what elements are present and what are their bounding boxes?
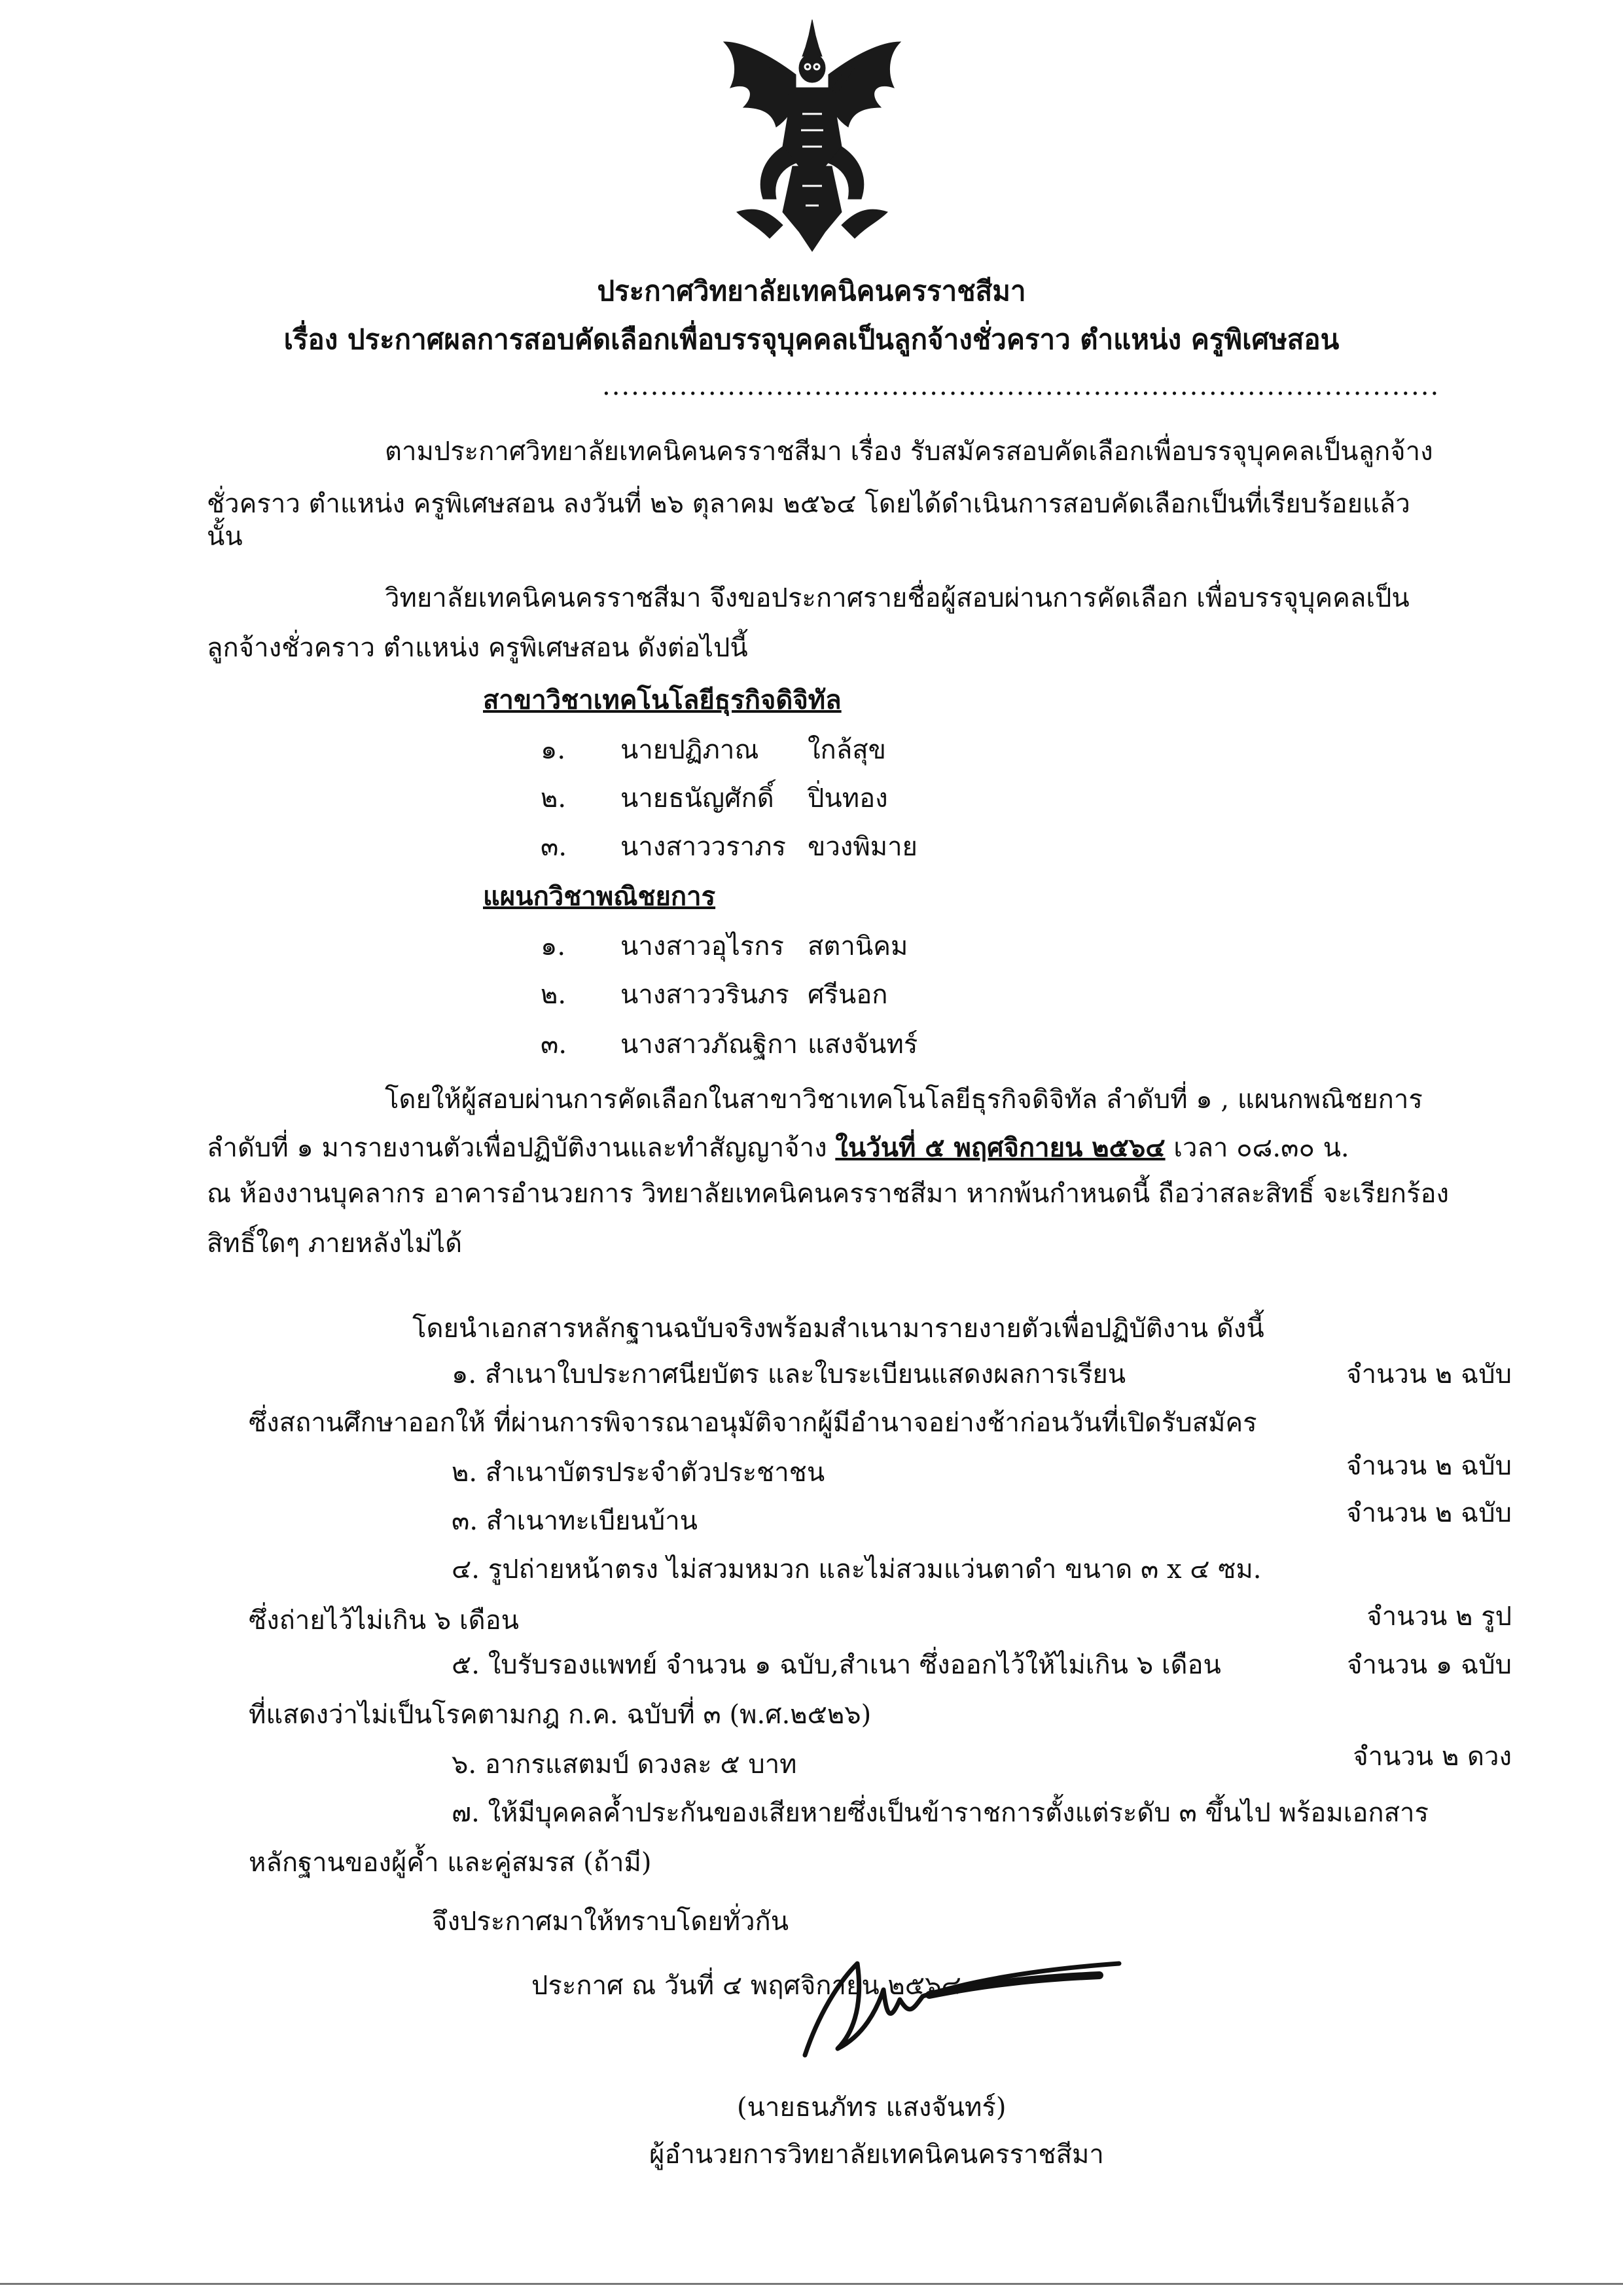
intro-line-1: ตามประกาศวิทยาลัยเทคนิคนครราชสีมา เรื่อง รับสมัครสอบคัดเลือกเพื่อบรรจุบุคคลเป็นลูกจ้าง xyxy=(385,437,1433,467)
list-item-first-name: นางสาวอุไรกร xyxy=(620,931,784,961)
separator-dots: ....................................................................................... xyxy=(602,371,1440,401)
document-item: ๔. รูปถ่ายหน้าตรง ไม่สวมหมวก และไม่สวมแว่นตาดำ ขนาด ๓ x ๔ ซม. xyxy=(452,1554,1262,1585)
document-item: ซึ่งถ่ายไว้ไม่เกิน ๖ เดือน xyxy=(249,1605,519,1636)
intro-line-5: ลูกจ้างชั่วคราว ตำแหน่ง ครูพิเศษสอน ดังต่อไปนี้ xyxy=(207,633,748,663)
list-item-first-name: นางสาววรินภร xyxy=(620,980,789,1010)
intro-line-4: วิทยาลัยเทคนิคนครราชสีมา จึงขอประกาศรายชื่อผู้สอบผ่านการคัดเลือก เพื่อบรรจุบุคคลเป็น xyxy=(385,583,1410,613)
document-quantity: จำนวน ๒ ฉบับ xyxy=(1346,1451,1512,1481)
document-item: ซึ่งสถานศึกษาออกให้ ที่ผ่านการพิจารณาอนุมัติจากผู้มีอำนาจอย่างช้าก่อนวันที่เปิดรับสมัคร xyxy=(249,1408,1257,1438)
document-item: ๗. ให้มีบุคคลค้ำประกันของเสียหายซึ่งเป็นข้าราชการตั้งแต่ระดับ ๓ ขึ้นไป พร้อมเอกสาร xyxy=(452,1798,1429,1828)
intro-line-2: ชั่วคราว ตำแหน่ง ครูพิเศษสอน ลงวันที่ ๒๖ ตุลาคม ๒๕๖๔ โดยได้ดำเนินการสอบคัดเลือกเป็นที่เรียบร้อยแล้ว xyxy=(207,489,1410,519)
report-line-2 xyxy=(207,1132,1349,1164)
document-subject: เรื่อง ประกาศผลการสอบคัดเลือกเพื่อบรรจุบุคคลเป็นลูกจ้างชั่วคราว ตำแหน่ง ครูพิเศษสอน xyxy=(283,323,1340,355)
report-line-2-post: เวลา ๐๘.๓๐ น. xyxy=(1165,1133,1349,1163)
signatory-name: (นายธนภัทร แสงจันทร์) xyxy=(737,2092,1007,2123)
list-item-number: ๓. xyxy=(541,832,567,862)
closing-announce: จึงประกาศมาให้ทราบโดยทั่วกัน xyxy=(432,1907,789,1937)
documents-intro: โดยนำเอกสารหลักฐานฉบับจริงพร้อมสำเนามารายงายตัวเพื่อปฏิบัติงาน ดังนี้ xyxy=(412,1314,1264,1344)
list-item-number: ๓. xyxy=(541,1030,567,1060)
list-item-number: ๒. xyxy=(541,980,567,1010)
list-item-first-name: นางสาววราภร xyxy=(620,832,786,862)
scan-edge-line xyxy=(0,2283,1623,2285)
report-line-3: ณ ห้องงานบุคลากร อาคารอำนวยการ วิทยาลัยเทคนิคนครราชสีมา หากพ้นกำหนดนี้ ถือว่าสละสิทธิ์ จะเรียกร้อง xyxy=(207,1179,1450,1209)
list-item-last-name: สตานิคม xyxy=(808,931,908,961)
signatory-position: ผู้อำนวยการวิทยาลัยเทคนิคนครราชสีมา xyxy=(649,2140,1104,2170)
group-heading-commerce: แผนกวิชาพณิชยการ xyxy=(483,881,716,912)
document-title: ประกาศวิทยาลัยเทคนิคนครราชสีมา xyxy=(597,275,1026,307)
list-item-last-name: ศรีนอก xyxy=(808,980,888,1010)
document-item: ๕. ใบรับรองแพทย์ จำนวน ๑ ฉบับ,สำเนา ซึ่งออกไว้ให้ไม่เกิน ๖ เดือน xyxy=(452,1650,1221,1680)
list-item-first-name: นายธนัญศักดิ์ xyxy=(620,783,774,814)
document-quantity: จำนวน ๒ ฉบับ xyxy=(1346,1359,1512,1390)
list-item-number: ๑. xyxy=(541,931,566,961)
garuda-emblem-icon xyxy=(711,16,914,258)
intro-line-3: นั้น xyxy=(207,522,243,552)
list-item-first-name: นายปฏิภาณ xyxy=(620,735,759,765)
document-quantity: จำนวน ๒ รูป xyxy=(1366,1602,1512,1632)
report-line-4: สิทธิ์ใดๆ ภายหลังไม่ได้ xyxy=(207,1229,463,1259)
report-line-1: โดยให้ผู้สอบผ่านการคัดเลือกในสาขาวิชาเทคโนโลยีธุรกิจดิจิทัล ลำดับที่ ๑ , แผนกพณิชยการ xyxy=(385,1085,1423,1115)
list-item-last-name: ปิ่นทอง xyxy=(808,783,888,814)
document-item: ที่แสดงว่าไม่เป็นโรคตามกฎ ก.ค. ฉบับที่ ๓ (พ.ศ.๒๕๒๖) xyxy=(249,1700,872,1730)
list-item-last-name: แสงจันทร์ xyxy=(808,1030,918,1060)
document-item: ๑. สำเนาใบประกาศนียบัตร และใบระเบียนแสดงผลการเรียน xyxy=(452,1359,1126,1390)
list-item-last-name: ขวงพิมาย xyxy=(808,832,918,862)
document-quantity: จำนวน ๑ ฉบับ xyxy=(1347,1650,1512,1680)
signature-icon xyxy=(792,1937,1132,2068)
list-item-first-name: นางสาวภัณฐิกา xyxy=(620,1030,798,1060)
report-date: ในวันที่ ๕ พฤศจิกายน ๒๕๖๔ xyxy=(835,1132,1166,1163)
list-item-last-name: ใกล้สุข xyxy=(808,735,887,765)
report-line-2-pre: ลำดับที่ ๑ มารายงานตัวเพื่อปฏิบัติงานและทำสัญญาจ้าง xyxy=(207,1133,836,1163)
document-quantity: จำนวน ๒ ดวง xyxy=(1353,1742,1512,1772)
document-quantity: จำนวน ๒ ฉบับ xyxy=(1346,1498,1512,1528)
document-item: ๖. อากรแสตมป์ ดวงละ ๕ บาท xyxy=(452,1749,797,1780)
group-heading-digital: สาขาวิชาเทคโนโลยีธุรกิจดิจิทัล xyxy=(483,685,842,715)
list-item-number: ๒. xyxy=(541,783,567,814)
document-item: ๓. สำเนาทะเบียนบ้าน xyxy=(452,1506,698,1536)
list-item-number: ๑. xyxy=(541,735,566,765)
document-item: หลักฐานของผู้ค้ำ และคู่สมรส (ถ้ามี) xyxy=(249,1848,652,1878)
document-item: ๒. สำเนาบัตรประจำตัวประชาชน xyxy=(452,1458,825,1488)
announcement-date: ประกาศ ณ วันที่ ๔ พฤศจิกายน ๒๕๖๔ xyxy=(531,1971,961,2001)
